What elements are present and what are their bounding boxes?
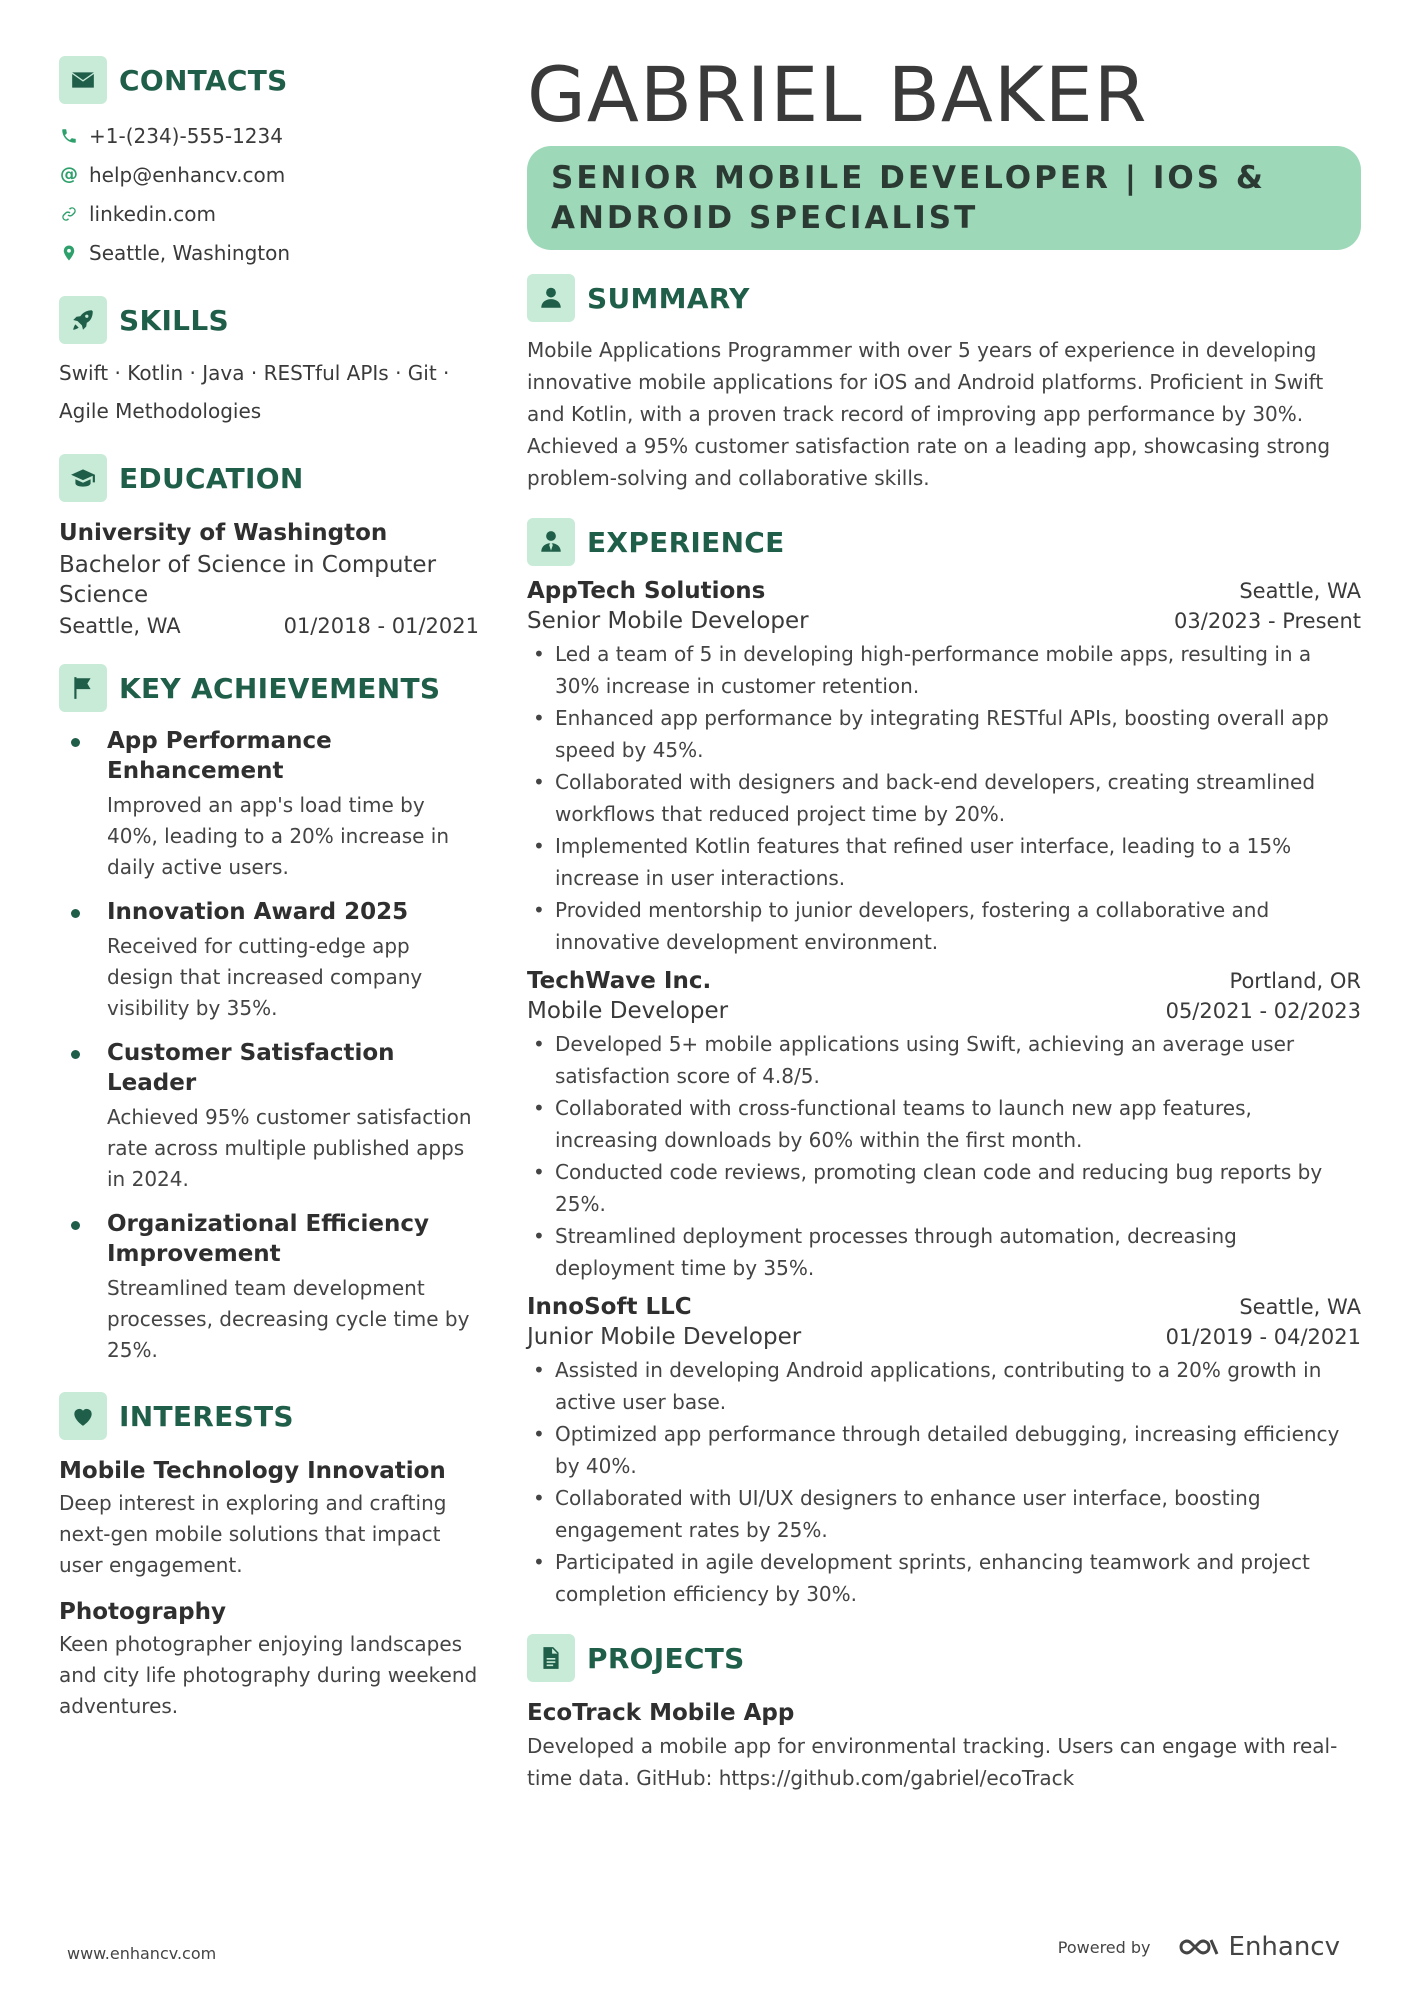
education-degree: Bachelor of Science in Computer Science	[59, 552, 437, 608]
bullet-dot	[71, 738, 80, 747]
interest-title: Photography	[59, 1599, 226, 1625]
rocket-icon	[59, 296, 107, 344]
experience-bullet: • Collaborated with UI/UX designers to enhance user interface, boosting engagement rates by 25%.	[527, 1482, 1361, 1546]
contact-email-text: help@enhancv.com	[89, 162, 286, 187]
achievement-item	[59, 1038, 479, 1195]
experience-bullet: • Implemented Kotlin features that refined user interface, leading to a 15% increase in user interactions.	[527, 830, 1361, 894]
contact-email[interactable]	[59, 155, 479, 194]
enhancv-logo-icon	[1177, 1934, 1221, 1960]
contacts-list	[59, 116, 479, 272]
projects-section-header	[527, 1634, 1361, 1682]
interest-desc: Keen photographer enjoying landscapes and city life photography during weekend adventures.	[59, 1632, 478, 1718]
location-pin-icon	[59, 243, 79, 263]
experience-role: Mobile Developer	[527, 998, 729, 1024]
experience-location: Portland, OR	[1229, 969, 1361, 993]
education-section-header	[59, 454, 479, 502]
contact-phone-text: +1-(234)-555-1234	[89, 123, 283, 148]
right-column	[527, 50, 1361, 1794]
achievement-item	[59, 1209, 479, 1366]
experience-bullet: • Provided mentorship to junior developers, fostering a collaborative and innovative development environment.	[527, 894, 1361, 958]
achievement-desc: Achieved 95% customer satisfaction rate across multiple published apps in 2024.	[107, 1105, 472, 1191]
skills-section-header	[59, 296, 479, 344]
education-school: University of Washington	[59, 520, 388, 546]
contact-linkedin[interactable]	[59, 194, 479, 233]
experience-item	[527, 1294, 1361, 1610]
experience-bullets	[527, 1028, 1361, 1284]
contacts-heading: CONTACTS	[119, 63, 288, 97]
achievements-heading: KEY ACHIEVEMENTS	[119, 671, 441, 705]
bullet-dot	[71, 1050, 80, 1059]
experience-dates: 01/2019 - 04/2021	[1165, 1325, 1361, 1349]
experience-company: InnoSoft LLC	[527, 1294, 692, 1320]
contact-phone[interactable]	[59, 116, 479, 155]
at-icon: @	[60, 164, 78, 185]
skills-list: Swift · Kotlin · Java · RESTful APIs · Git · Agile Methodologies	[59, 361, 450, 423]
education-location: Seattle, WA	[59, 614, 181, 638]
experience-bullets	[527, 638, 1361, 958]
job-title-banner: SENIOR MOBILE DEVELOPER | IOS & ANDROID SPECIALIST	[527, 146, 1361, 250]
heart-icon	[59, 1392, 107, 1440]
document-icon	[527, 1634, 575, 1682]
achievement-title: Organizational Efficiency Improvement	[107, 1211, 429, 1267]
flag-icon	[59, 664, 107, 712]
experience-dates: 03/2023 - Present	[1174, 609, 1361, 633]
experience-item	[527, 578, 1361, 958]
powered-by-label: Powered by	[1057, 1937, 1151, 1957]
summary-text: Mobile Applications Programmer with over 5 years of experience in developing innovative mobile applications for iOS and Android platforms. Proficient in Swift and Kotlin, with a proven track record of improving app performance by 30%. Achieved a 95% customer satisfaction rate on a leading app, showcasing strong problem-solving and collaborative skills.	[527, 338, 1331, 490]
education-meta	[59, 614, 479, 638]
contact-location	[59, 233, 479, 272]
candidate-name: GABRIEL BAKER	[527, 50, 1148, 139]
bullet-dot	[71, 909, 80, 918]
experience-item	[527, 968, 1361, 1284]
experience-bullet: • Developed 5+ mobile applications using Swift, achieving an average user satisfaction score of 4.8/5.	[527, 1028, 1361, 1092]
interest-desc: Deep interest in exploring and crafting next-gen mobile solutions that impact user engagement.	[59, 1491, 447, 1577]
envelope-icon	[59, 56, 107, 104]
experience-company: TechWave Inc.	[527, 968, 712, 994]
achievements-section-header	[59, 664, 479, 712]
summary-section-header	[527, 274, 1361, 322]
contacts-section-header	[59, 56, 479, 104]
link-icon	[59, 204, 79, 224]
achievement-item	[59, 726, 479, 883]
graduation-cap-icon	[59, 454, 107, 502]
project-desc: Developed a mobile app for environmental tracking. Users can engage with real-time data. GitHub: https://github.com/gabriel/ecoTrack	[527, 1734, 1338, 1790]
interest-title: Mobile Technology Innovation	[59, 1458, 446, 1484]
experience-bullets	[527, 1354, 1361, 1610]
experience-heading: EXPERIENCE	[587, 525, 785, 559]
interests-heading: INTERESTS	[119, 1399, 294, 1433]
experience-bullet: • Optimized app performance through detailed debugging, increasing efficiency by 40%.	[527, 1418, 1361, 1482]
brand-name: Enhancv	[1228, 1932, 1340, 1962]
achievement-title: App Performance Enhancement	[107, 728, 332, 784]
experience-company: AppTech Solutions	[527, 578, 766, 604]
experience-location: Seattle, WA	[1239, 1295, 1361, 1319]
left-column	[59, 56, 479, 1722]
experience-bullet: • Participated in agile development sprints, enhancing teamwork and project completion efficiency by 30%.	[527, 1546, 1361, 1610]
skills-heading: SKILLS	[119, 303, 229, 337]
experience-bullet: • Led a team of 5 in developing high-performance mobile apps, resulting in a 30% increase in customer retention.	[527, 638, 1361, 702]
experience-bullet: • Assisted in developing Android applications, contributing to a 20% growth in active user base.	[527, 1354, 1361, 1418]
user-icon	[527, 274, 575, 322]
experience-dates: 05/2021 - 02/2023	[1165, 999, 1361, 1023]
achievement-desc: Improved an app's load time by 40%, leading to a 20% increase in daily active users.	[107, 793, 450, 879]
summary-heading: SUMMARY	[587, 281, 750, 315]
interests-section-header	[59, 1392, 479, 1440]
achievements-list	[59, 726, 479, 1366]
experience-bullet: • Collaborated with designers and back-end developers, creating streamlined workflows that reduced project time by 20%.	[527, 766, 1361, 830]
projects-heading: PROJECTS	[587, 1641, 745, 1675]
achievement-title: Customer Satisfaction Leader	[107, 1040, 395, 1096]
experience-bullet: • Collaborated with cross-functional teams to launch new app features, increasing downloads by 60% within the first month.	[527, 1092, 1361, 1156]
contact-linkedin-text: linkedin.com	[89, 201, 216, 226]
brand-logo[interactable]	[1177, 1932, 1340, 1962]
achievement-item	[59, 897, 479, 1024]
experience-location: Seattle, WA	[1239, 579, 1361, 603]
contact-location-text: Seattle, Washington	[89, 240, 291, 265]
footer-branding	[1058, 1932, 1340, 1962]
experience-bullet: • Conducted code reviews, promoting clean code and reducing bug reports by 25%.	[527, 1156, 1361, 1220]
achievement-title: Innovation Award 2025	[107, 899, 409, 925]
education-heading: EDUCATION	[119, 461, 304, 495]
footer-website[interactable]: www.enhancv.com	[67, 1944, 217, 1963]
experience-bullet: • Streamlined deployment processes through automation, decreasing deployment time by 35%.	[527, 1220, 1361, 1284]
user-tie-icon	[527, 518, 575, 566]
experience-role: Senior Mobile Developer	[527, 608, 809, 634]
phone-icon	[59, 126, 79, 146]
experience-bullet: • Enhanced app performance by integrating RESTful APIs, boosting overall app speed by 45%.	[527, 702, 1361, 766]
experience-section-header	[527, 518, 1361, 566]
bullet-dot	[71, 1221, 80, 1230]
achievement-desc: Received for cutting-edge app design that increased company visibility by 35%.	[107, 934, 423, 1020]
project-title: EcoTrack Mobile App	[527, 1700, 795, 1726]
achievement-desc: Streamlined team development processes, decreasing cycle time by 25%.	[107, 1276, 470, 1362]
experience-role: Junior Mobile Developer	[527, 1324, 802, 1350]
education-dates: 01/2018 - 01/2021	[283, 614, 479, 638]
